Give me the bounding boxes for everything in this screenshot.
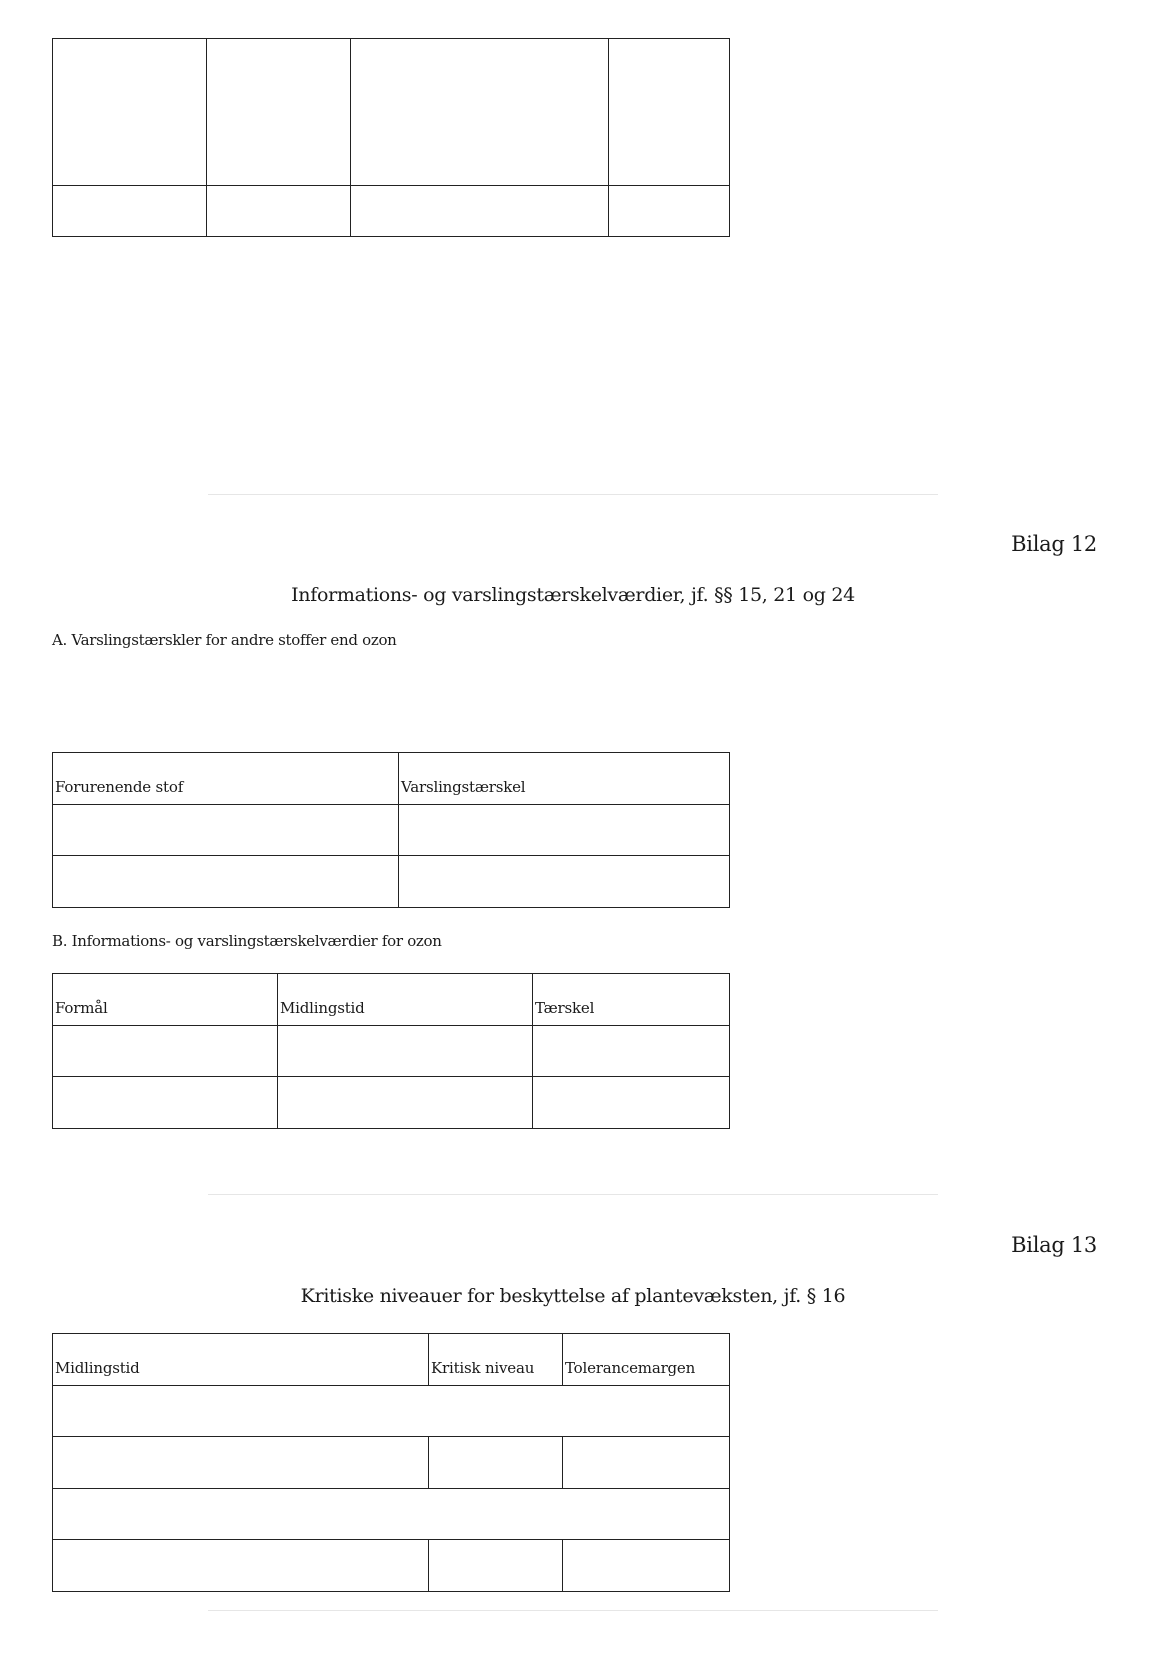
bilag-13-label: Bilag 13 — [1011, 1233, 1097, 1257]
column-header: Kritisk niveau — [429, 1334, 563, 1386]
table-row — [53, 1026, 730, 1077]
table-cell — [53, 1077, 278, 1129]
column-header: Midlingstid — [278, 974, 533, 1026]
column-header: Tolerancemargen — [563, 1334, 730, 1386]
table-header-row — [53, 753, 730, 805]
table-cell — [351, 39, 609, 186]
table-cell — [53, 1026, 278, 1077]
table-cell — [53, 39, 207, 186]
table-header-row — [53, 974, 730, 1026]
table-cell — [53, 805, 399, 856]
column-header: Varslingstærskel — [399, 753, 730, 805]
section-b-heading: B. Informations- og varslingstærskelværdier for ozon — [52, 932, 442, 950]
table-row — [53, 1077, 730, 1129]
table-ozon — [52, 973, 730, 1129]
section-divider — [208, 494, 938, 495]
table-cell — [533, 1026, 730, 1077]
table-cell — [53, 1540, 429, 1592]
table-cell — [399, 805, 730, 856]
table-cell — [53, 1386, 730, 1437]
table-cell — [53, 1489, 730, 1540]
table-row — [53, 805, 730, 856]
top-table — [52, 38, 730, 237]
table-cell — [278, 1077, 533, 1129]
table-cell — [207, 39, 351, 186]
bilag-12-title: Informations- og varslingstærskelværdier, jf. §§ 15, 21 og 24 — [291, 584, 855, 606]
table-cell — [563, 1540, 730, 1592]
table-cell — [399, 856, 730, 908]
table-cell — [207, 186, 351, 237]
column-header: Formål — [53, 974, 278, 1026]
column-header: Tærskel — [533, 974, 730, 1026]
table-row — [53, 1489, 730, 1540]
table-varslingstaerskler — [52, 752, 730, 908]
table-kritiske-niveauer — [52, 1333, 730, 1592]
column-header: Midlingstid — [53, 1334, 429, 1386]
table-row — [53, 39, 730, 186]
table-cell — [429, 1540, 563, 1592]
table-cell — [533, 1077, 730, 1129]
table-cell — [53, 186, 207, 237]
table-cell — [53, 856, 399, 908]
column-header: Forurenende stof — [53, 753, 399, 805]
table-row — [53, 1540, 730, 1592]
table-row — [53, 1386, 730, 1437]
table-row — [53, 856, 730, 908]
bilag-13-title: Kritiske niveauer for beskyttelse af plantevæksten, jf. § 16 — [300, 1285, 846, 1307]
section-divider — [208, 1610, 938, 1611]
table-cell — [351, 186, 609, 237]
bilag-12-label: Bilag 12 — [1011, 532, 1097, 556]
table-cell — [429, 1437, 563, 1489]
table-cell — [609, 39, 730, 186]
table-row — [53, 186, 730, 237]
table-cell — [278, 1026, 533, 1077]
table-cell — [563, 1437, 730, 1489]
section-a-heading: A. Varslingstærskler for andre stoffer end ozon — [52, 631, 397, 649]
table-header-row — [53, 1334, 730, 1386]
table-cell — [53, 1437, 429, 1489]
table-row — [53, 1437, 730, 1489]
section-divider — [208, 1194, 938, 1195]
table-cell — [609, 186, 730, 237]
